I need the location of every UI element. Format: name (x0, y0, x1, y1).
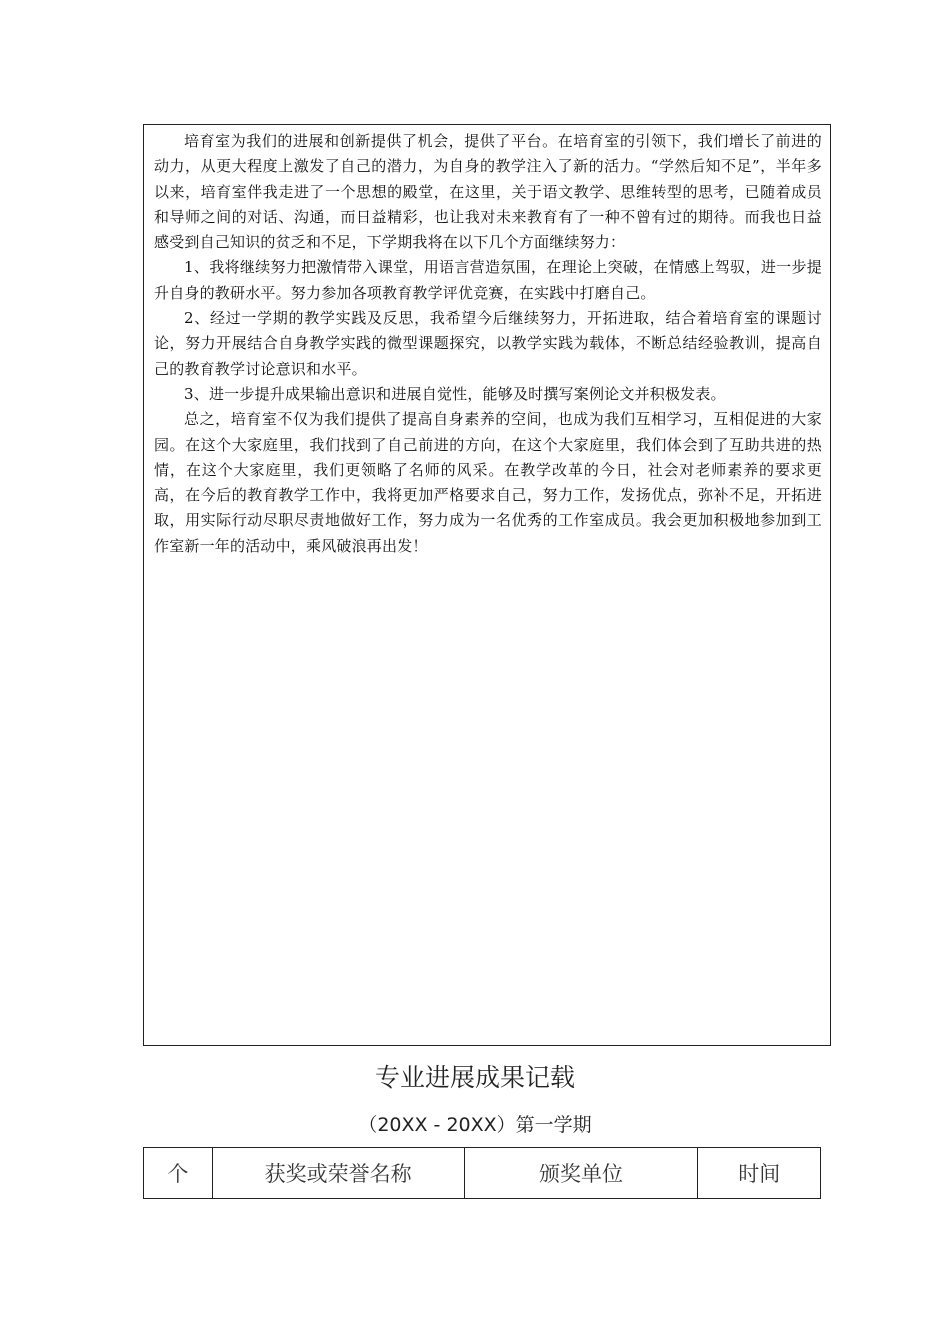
header-cell-person: 个 (144, 1148, 213, 1199)
summary-paragraph-plan-2: 2、经过一学期的教学实践及反思，我希望今后继续努力，开拓进取，结合着培育室的课题讨论，努力开展结合自身教学实践的微型课题探究，以教学实践为载体，不断总结经验教训，提高自己的教育教学讨论意识和水平。 (154, 309, 822, 378)
awards-table (143, 1147, 821, 1199)
record-title: 专业进展成果记载 (374, 1063, 575, 1092)
summary-paragraph-intro: 培育室为我们的进展和创新提供了机会，提供了平台。在培育室的引领下，我们增长了前进的动力，从更大程度上激发了自己的潜力，为自身的教学注入了新的活力。“学然后知不足”，半年多以来，培育室伴我走进了一个思想的殿堂，在这里，关于语文教学、思维转型的思考，已随着成员和导师之间的对话、沟通，而日益精彩，也让我对未来教育有了一种不曾有过的期待。而我也日益感受到自己知识的贫乏和不足，下学期我将在以下几个方面继续努力： (154, 132, 822, 252)
header-cell-date: 时间 (698, 1148, 821, 1199)
summary-box (143, 124, 831, 1046)
summary-paragraph-plan-1: 1、我将继续努力把激情带入课堂，用语言营造氛围，在理论上突破，在情感上驾驭，进一步提升自身的教研水平。努力参加各项教育教学评优竞赛，在实践中打磨自己。 (154, 258, 822, 302)
header-cell-award-name: 获奖或荣誉名称 (212, 1148, 464, 1199)
summary-paragraph-conclusion: 总之，培育室不仅为我们提供了提高自身素养的空间，也成为我们互相学习，互相促进的大家园。在这个大家庭里，我们找到了自己前进的方向，在这个大家庭里，我们体会到了互助共进的热情，在这个大家庭里，我们更领略了名师的风采。在教学改革的今日，社会对老师素养的要求更高，在今后的教育教学工作中，我将更加严格要求自己，努力工作，发扬优点，弥补不足，开拓进取，用实际行动尽职尽责地做好工作，努力成为一名优秀的工作室成员。我会更加积极地参加到工作室新一年的活动中，乘风破浪再出发！ (154, 410, 822, 555)
summary-paragraph-plan-3: 3、进一步提升成果输出意识和进展自觉性，能够及时撰写案例论文并积极发表。 (184, 384, 726, 403)
awards-table-header-row (144, 1148, 821, 1199)
record-term: （20XX - 20XX）第一学期 (358, 1114, 592, 1136)
header-cell-issuer: 颁奖单位 (464, 1148, 698, 1199)
